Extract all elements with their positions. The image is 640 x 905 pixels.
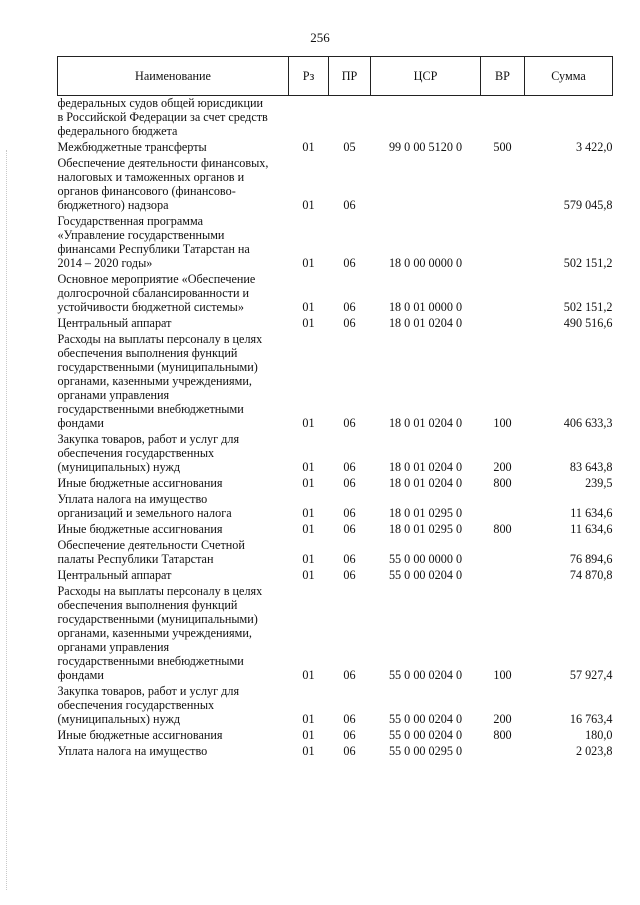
cell-rz: 01 bbox=[302, 476, 315, 490]
cell-csr: 18 0 01 0000 0 bbox=[388, 300, 463, 314]
cell-sum: 57 927,4 bbox=[569, 668, 613, 682]
cell-rz: 01 bbox=[302, 744, 315, 758]
cell-vr bbox=[481, 538, 525, 568]
table-row bbox=[58, 728, 613, 744]
cell-sum: 239,5 bbox=[585, 476, 613, 490]
cell-name-line: обеспечения государственных bbox=[57, 698, 215, 712]
cell-sum: 11 634,6 bbox=[570, 506, 613, 520]
cell-csr bbox=[371, 156, 481, 214]
cell-rz: 01 bbox=[302, 668, 315, 682]
cell-vr bbox=[481, 272, 525, 316]
cell-csr: 55 0 00 0295 0 bbox=[388, 744, 463, 758]
cell-rz bbox=[289, 96, 329, 141]
cell-name-line: государственными (муниципальными) bbox=[57, 360, 258, 374]
cell-name-line: Обеспечение деятельности финансовых, bbox=[57, 156, 269, 170]
cell-sum: 2 023,8 bbox=[575, 744, 613, 758]
cell-csr: 18 0 01 0204 0 bbox=[388, 316, 463, 330]
cell-name-line: Центральный аппарат bbox=[57, 316, 172, 330]
cell-vr bbox=[481, 96, 525, 141]
cell-vr: 200 bbox=[493, 712, 512, 726]
cell-sum: 180,0 bbox=[585, 728, 613, 742]
cell-vr: 800 bbox=[493, 522, 512, 536]
cell-name-line: Иные бюджетные ассигнования bbox=[57, 728, 223, 742]
cell-name-line: федеральных судов общей юрисдикции bbox=[57, 96, 264, 110]
cell-name-line: Иные бюджетные ассигнования bbox=[57, 476, 223, 490]
cell-vr: 200 bbox=[493, 460, 512, 474]
cell-name-line: Закупка товаров, работ и услуг для bbox=[57, 684, 240, 698]
cell-name bbox=[58, 332, 289, 432]
cell-name bbox=[58, 432, 289, 476]
cell-vr bbox=[481, 214, 525, 272]
table-row bbox=[58, 522, 613, 538]
cell-name-line: обеспечения выполнения функций bbox=[57, 346, 238, 360]
cell-sum: 11 634,6 bbox=[570, 522, 613, 536]
table-header-row bbox=[58, 57, 613, 96]
table-body bbox=[58, 96, 613, 761]
cell-pr: 06 bbox=[343, 728, 356, 742]
cell-sum: 579 045,8 bbox=[563, 198, 613, 212]
header-rz: Рз bbox=[289, 57, 329, 96]
cell-csr: 99 0 00 5120 0 bbox=[388, 140, 463, 154]
cell-name-line: организаций и земельного налога bbox=[57, 506, 232, 520]
cell-rz: 01 bbox=[302, 140, 315, 154]
cell-name-line: государственными (муниципальными) bbox=[57, 612, 258, 626]
cell-name bbox=[58, 584, 289, 684]
cell-name-line: налоговых и таможенных органов и bbox=[57, 170, 245, 184]
cell-pr: 06 bbox=[343, 668, 356, 682]
cell-name-line: Уплата налога на имущество bbox=[57, 744, 208, 758]
cell-rz: 01 bbox=[302, 300, 315, 314]
cell-rz: 01 bbox=[302, 568, 315, 582]
cell-name bbox=[58, 492, 289, 522]
cell-name-line: Уплата налога на имущество bbox=[57, 492, 208, 506]
cell-csr: 55 0 00 0000 0 bbox=[388, 552, 463, 566]
cell-name bbox=[58, 728, 289, 744]
cell-pr: 06 bbox=[343, 712, 356, 726]
cell-pr: 06 bbox=[343, 198, 356, 212]
cell-vr: 100 bbox=[493, 416, 512, 430]
cell-csr: 55 0 00 0204 0 bbox=[388, 712, 463, 726]
cell-pr bbox=[329, 96, 371, 141]
cell-name-line: органов финансового (финансово- bbox=[57, 184, 236, 198]
table-row bbox=[58, 96, 613, 141]
cell-name-line: Государственная программа bbox=[57, 214, 204, 228]
cell-name-line: органами управления bbox=[57, 640, 170, 654]
table-row bbox=[58, 744, 613, 760]
header-vr: ВР bbox=[481, 57, 525, 96]
cell-vr: 100 bbox=[493, 668, 512, 682]
table-row bbox=[58, 156, 613, 214]
cell-csr: 18 0 01 0204 0 bbox=[388, 476, 463, 490]
cell-name-line: «Управление государственными bbox=[57, 228, 225, 242]
cell-pr: 06 bbox=[343, 552, 356, 566]
cell-sum: 76 894,6 bbox=[569, 552, 613, 566]
cell-sum: 502 151,2 bbox=[563, 300, 613, 314]
cell-rz: 01 bbox=[302, 460, 315, 474]
cell-rz: 01 bbox=[302, 316, 315, 330]
cell-name-line: государственными внебюджетными bbox=[57, 654, 244, 668]
cell-name bbox=[58, 522, 289, 538]
cell-sum bbox=[525, 96, 613, 141]
table-row bbox=[58, 140, 613, 156]
header-name: Наименование bbox=[58, 57, 289, 96]
header-sum: Сумма bbox=[525, 57, 613, 96]
table-row bbox=[58, 568, 613, 584]
cell-pr: 05 bbox=[343, 140, 356, 154]
cell-vr: 500 bbox=[493, 140, 512, 154]
table-row bbox=[58, 272, 613, 316]
cell-vr: 800 bbox=[493, 476, 512, 490]
cell-name-line: палаты Республики Татарстан bbox=[57, 552, 214, 566]
cell-name-line: фондами bbox=[57, 416, 104, 430]
cell-name-line: органами, казенными учреждениями, bbox=[57, 626, 252, 640]
cell-name-line: обеспечения государственных bbox=[57, 446, 215, 460]
table-row bbox=[58, 476, 613, 492]
cell-name-line: устойчивости бюджетной системы» bbox=[57, 300, 244, 314]
cell-name bbox=[58, 744, 289, 760]
page-number: 256 bbox=[310, 30, 330, 45]
header-csr: ЦСР bbox=[371, 57, 481, 96]
cell-name-line: Иные бюджетные ассигнования bbox=[57, 522, 223, 536]
cell-rz: 01 bbox=[302, 728, 315, 742]
cell-vr bbox=[481, 156, 525, 214]
table-row bbox=[58, 316, 613, 332]
header-pr: ПР bbox=[329, 57, 371, 96]
cell-name-line: (муниципальных) нужд bbox=[57, 712, 181, 726]
cell-csr: 55 0 00 0204 0 bbox=[388, 668, 463, 682]
cell-pr: 06 bbox=[343, 476, 356, 490]
table-row bbox=[58, 432, 613, 476]
cell-pr: 06 bbox=[343, 460, 356, 474]
cell-pr: 06 bbox=[343, 300, 356, 314]
cell-name-line: государственными внебюджетными bbox=[57, 402, 244, 416]
cell-pr: 06 bbox=[343, 256, 356, 270]
table-row bbox=[58, 492, 613, 522]
table-row bbox=[58, 214, 613, 272]
cell-pr: 06 bbox=[343, 522, 356, 536]
cell-csr: 55 0 00 0204 0 bbox=[388, 728, 463, 742]
table-row bbox=[58, 584, 613, 684]
cell-name bbox=[58, 272, 289, 316]
cell-csr: 18 0 01 0295 0 bbox=[388, 522, 463, 536]
table-row bbox=[58, 538, 613, 568]
cell-csr: 18 0 01 0204 0 bbox=[388, 460, 463, 474]
cell-name bbox=[58, 316, 289, 332]
cell-name bbox=[58, 96, 289, 141]
cell-name bbox=[58, 568, 289, 584]
cell-csr: 18 0 01 0295 0 bbox=[388, 506, 463, 520]
cell-vr bbox=[481, 744, 525, 760]
cell-pr: 06 bbox=[343, 744, 356, 758]
cell-vr: 800 bbox=[493, 728, 512, 742]
cell-name-line: Основное мероприятие «Обеспечение bbox=[57, 272, 256, 286]
cell-name-line: Центральный аппарат bbox=[57, 568, 172, 582]
cell-name bbox=[58, 684, 289, 728]
cell-sum: 3 422,0 bbox=[575, 140, 613, 154]
cell-name-line: (муниципальных) нужд bbox=[57, 460, 181, 474]
cell-vr bbox=[481, 316, 525, 332]
cell-name bbox=[58, 476, 289, 492]
cell-rz: 01 bbox=[302, 506, 315, 520]
cell-name bbox=[58, 214, 289, 272]
cell-name-line: бюджетного) надзора bbox=[57, 198, 169, 212]
cell-name-line: в Российской Федерации за счет средств bbox=[57, 110, 268, 124]
cell-csr: 18 0 01 0204 0 bbox=[388, 416, 463, 430]
cell-sum: 490 516,6 bbox=[563, 316, 613, 330]
cell-name-line: долгосрочной сбалансированности и bbox=[57, 286, 250, 300]
cell-sum: 74 870,8 bbox=[569, 568, 613, 582]
cell-name-line: Расходы на выплаты персоналу в целях bbox=[57, 332, 263, 346]
scan-edge bbox=[6, 150, 8, 890]
budget-table bbox=[57, 56, 613, 760]
cell-pr: 06 bbox=[343, 416, 356, 430]
cell-sum: 83 643,8 bbox=[569, 460, 613, 474]
cell-rz: 01 bbox=[302, 416, 315, 430]
cell-pr: 06 bbox=[343, 568, 356, 582]
cell-pr: 06 bbox=[343, 316, 356, 330]
cell-name-line: финансами Республики Татарстан на bbox=[57, 242, 250, 256]
cell-sum: 406 633,3 bbox=[563, 416, 613, 430]
cell-name-line: Закупка товаров, работ и услуг для bbox=[57, 432, 240, 446]
cell-rz: 01 bbox=[302, 522, 315, 536]
cell-rz: 01 bbox=[302, 256, 315, 270]
cell-csr: 18 0 00 0000 0 bbox=[388, 256, 463, 270]
cell-name-line: Расходы на выплаты персоналу в целях bbox=[57, 584, 263, 598]
table-row bbox=[58, 684, 613, 728]
cell-vr bbox=[481, 492, 525, 522]
cell-name-line: органами, казенными учреждениями, bbox=[57, 374, 252, 388]
cell-name bbox=[58, 156, 289, 214]
cell-vr bbox=[481, 568, 525, 584]
cell-csr bbox=[371, 96, 481, 141]
cell-name-line: Обеспечение деятельности Счетной bbox=[57, 538, 245, 552]
cell-sum: 16 763,4 bbox=[569, 712, 613, 726]
cell-rz: 01 bbox=[302, 552, 315, 566]
cell-name bbox=[58, 140, 289, 156]
cell-name-line: обеспечения выполнения функций bbox=[57, 598, 238, 612]
cell-rz: 01 bbox=[302, 198, 315, 212]
cell-csr: 55 0 00 0204 0 bbox=[388, 568, 463, 582]
cell-name-line: Межбюджетные трансферты bbox=[57, 140, 207, 154]
cell-name-line: федерального бюджета bbox=[57, 124, 178, 138]
cell-name-line: фондами bbox=[57, 668, 104, 682]
table-row bbox=[58, 332, 613, 432]
cell-rz: 01 bbox=[302, 712, 315, 726]
cell-pr: 06 bbox=[343, 506, 356, 520]
cell-name-line: органами управления bbox=[57, 388, 170, 402]
cell-name bbox=[58, 538, 289, 568]
cell-name-line: 2014 – 2020 годы» bbox=[57, 256, 153, 270]
cell-sum: 502 151,2 bbox=[563, 256, 613, 270]
